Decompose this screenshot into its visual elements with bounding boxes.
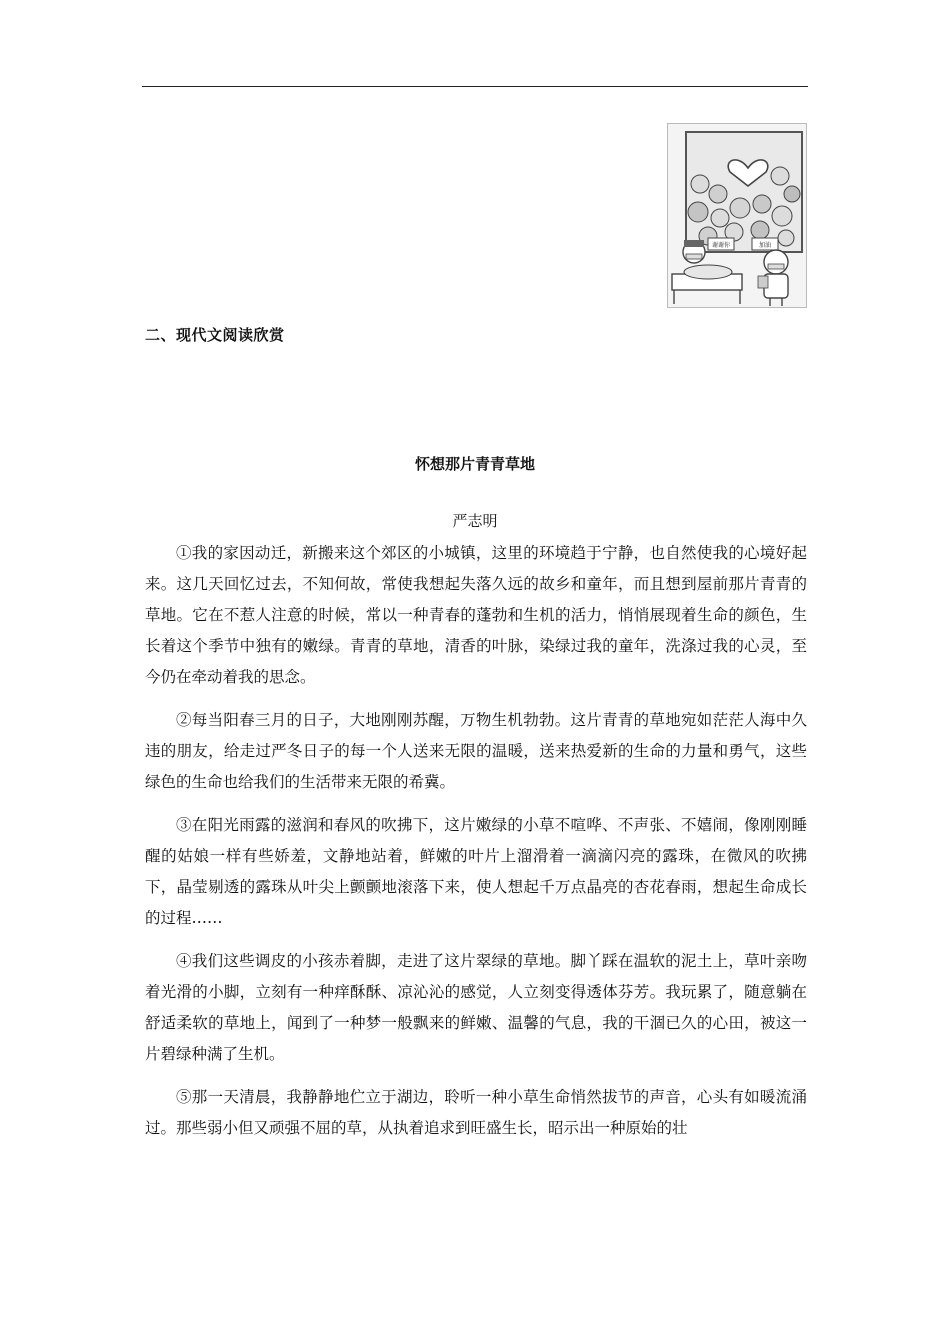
paragraph-1: ①我的家因动迁，新搬来这个郊区的小城镇，这里的环境趋于宁静，也自然使我的心境好起来。这几天回忆过去，不知何故，常使我想起失落久远的故乡和童年，而且想到屋前那片青青的草地。它在不惹人注意的时候，常以一种青春的蓬勃和生机的活力，悄悄展现着生命的颜色，生长着这个季节中独有的嫩绿。青青的草地，清香的叶脉，染绿过我的童年，洗涤过我的心灵，至今仍在牵动着我的思念。 [145,544,807,686]
sign-left-text: 谢谢你 [711,242,731,249]
header-rule [142,86,808,87]
cartoon-medical-workers-illustration [667,123,807,308]
sign-right-text: 加油 [758,242,772,249]
paragraph-2: ②每当阳春三月的日子，大地刚刚苏醒，万物生机勃勃。这片青青的草地宛如茫茫人海中久违的朋友，给走过严冬日子的每一个人送来无限的温暖，送来热爱新的生命的力量和勇气，这些绿色的生命也给我们的生活带来无限的希冀。 [145,711,807,791]
illustration-drawing [668,124,806,307]
article-author: 严志明 [452,512,498,530]
paragraph-5: ⑤那一天清晨，我静静地伫立于湖边，聆听一种小草生命悄然拔节的声音，心头有如暖流涌过。那些弱小但又顽强不屈的草，从执着追求到旺盛生长，昭示出一种原始的壮 [145,1088,807,1137]
article-body [145,538,807,1156]
section-heading: 二、现代文阅读欣赏 [145,326,285,344]
paragraph-3: ③在阳光雨露的滋润和春风的吹拂下，这片嫩绿的小草不喧哗、不声张、不嬉闹，像刚刚睡醒的姑娘一样有些娇羞，文静地站着，鲜嫩的叶片上溜滑着一滴滴闪亮的露珠，在微风的吹拂下，晶莹剔透的露珠从叶尖上颤颤地滚落下来，使人想起千万点晶亮的杏花春雨，想起生命成长的过程…… [145,816,807,927]
article-title: 怀想那片青青草地 [414,455,535,473]
paragraph-4: ④我们这些调皮的小孩赤着脚，走进了这片翠绿的草地。脚丫踩在温软的泥土上，草叶亲吻着光滑的小脚，立刻有一种痒酥酥、凉沁沁的感觉，人立刻变得透体芬芳。我玩累了，随意躺在舒适柔软的草地上，闻到了一种梦一般飘来的鲜嫩、温馨的气息，我的干涸已久的心田，被这一片碧绿种满了生机。 [145,952,807,1063]
